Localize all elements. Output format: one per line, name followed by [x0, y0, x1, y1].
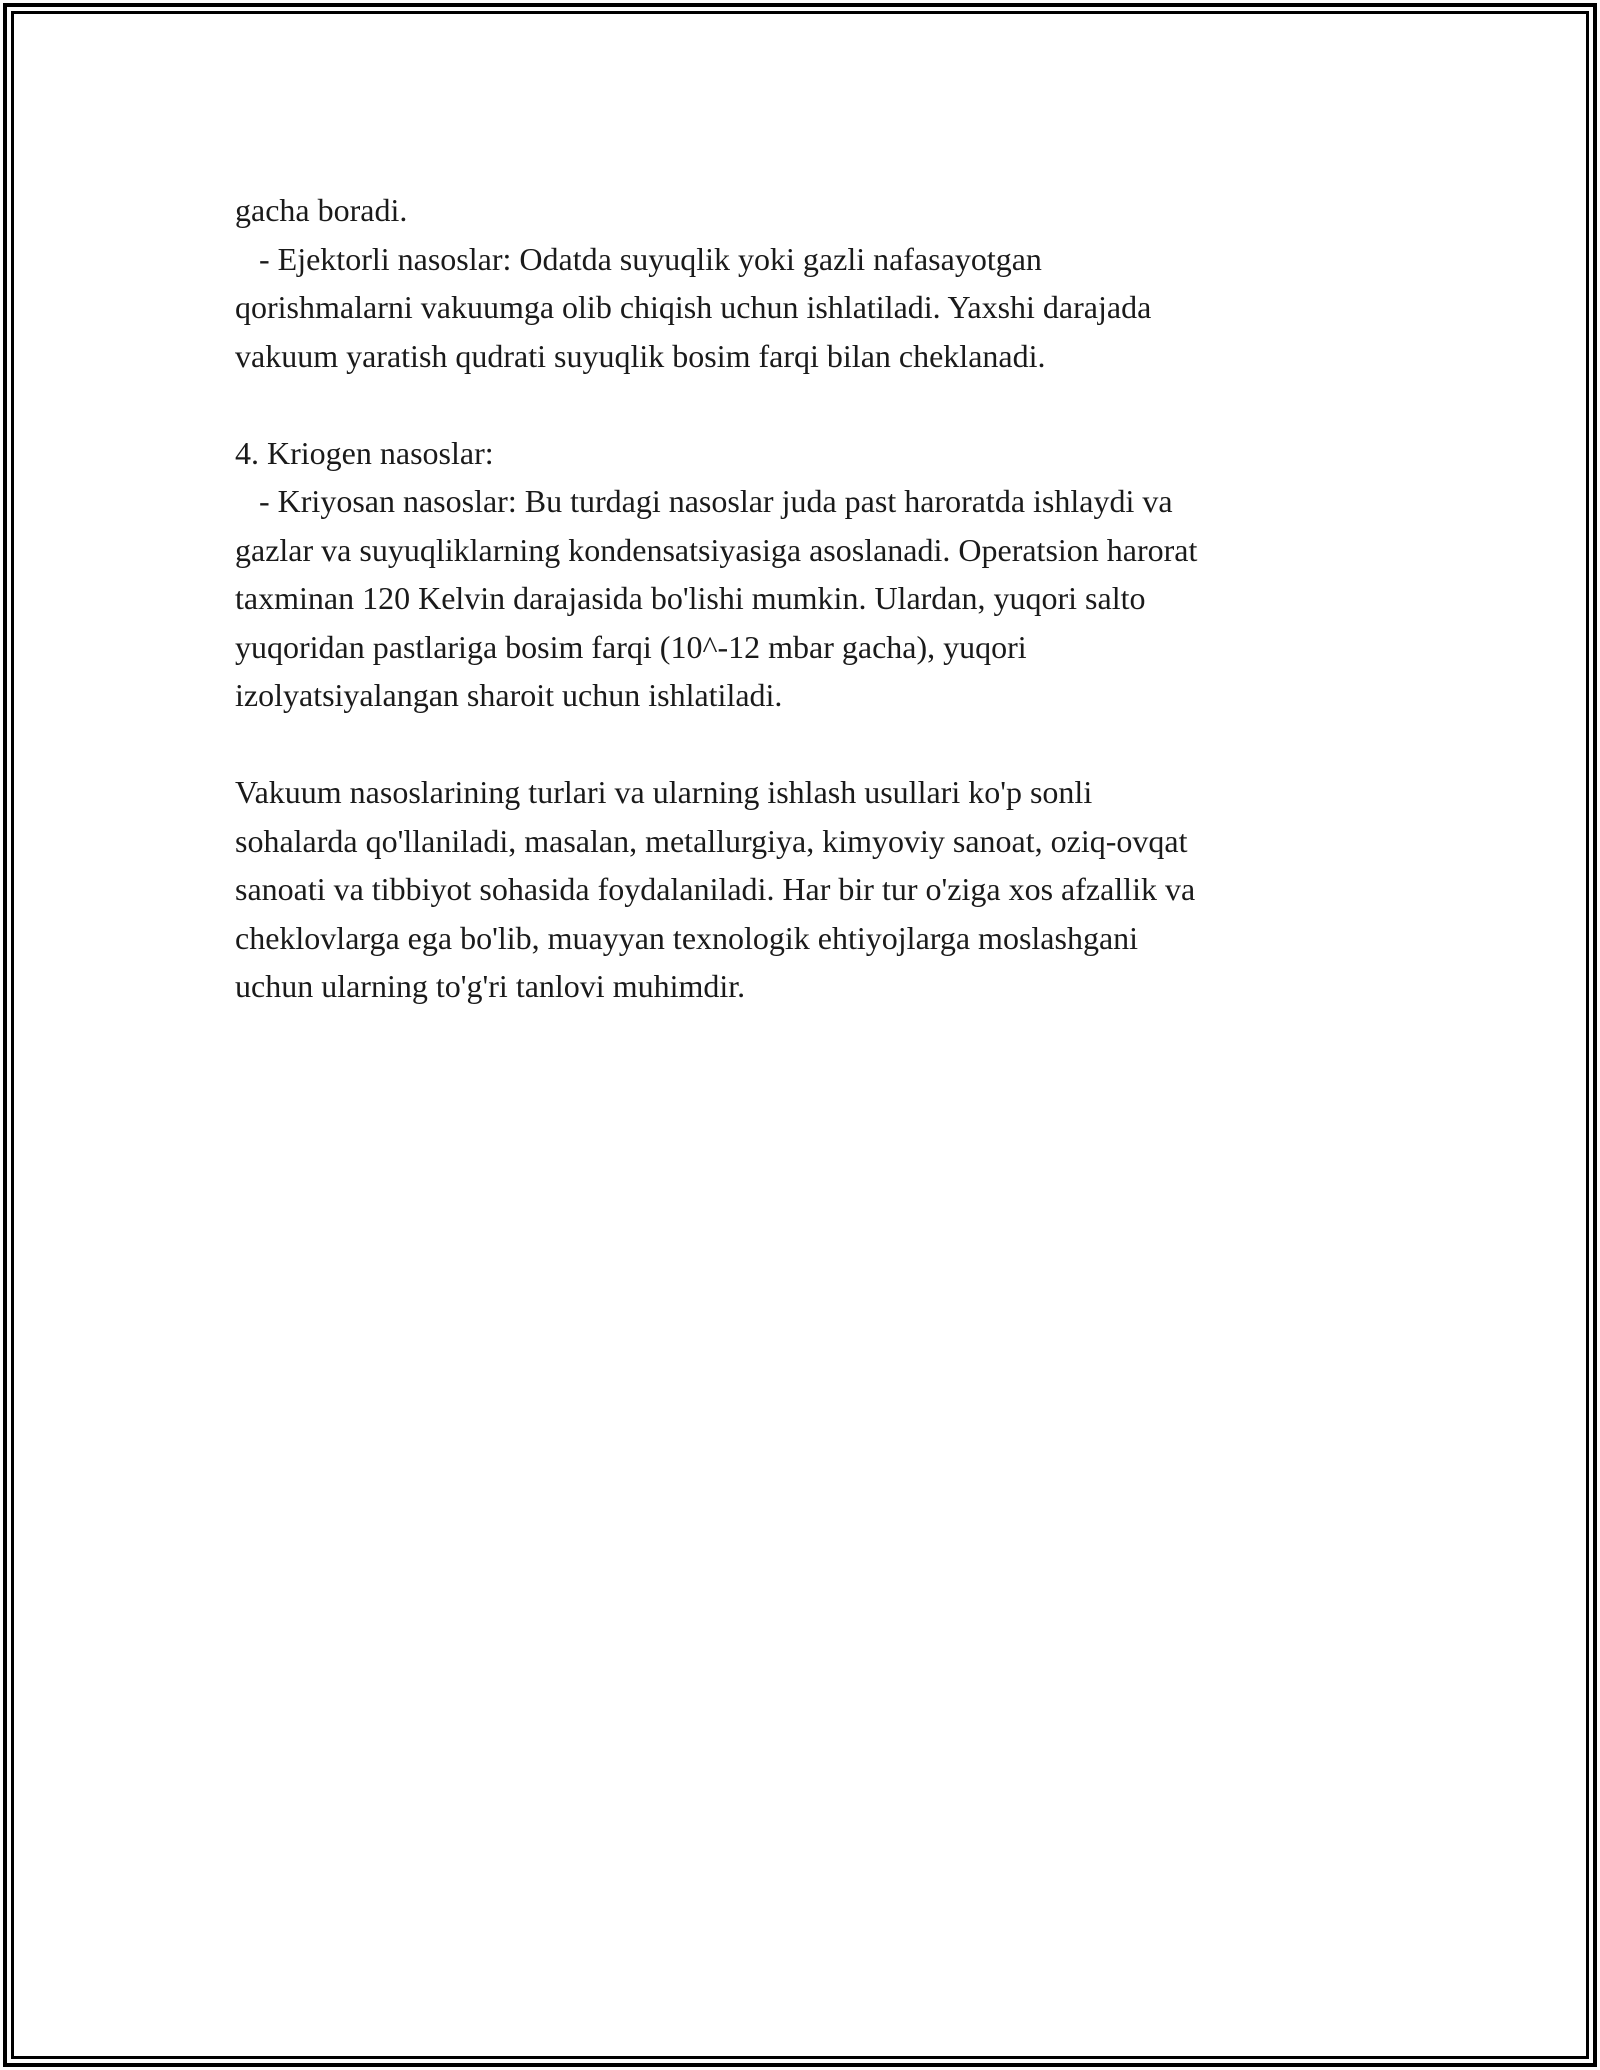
paragraph-spacer	[235, 720, 1365, 769]
document-body	[235, 186, 1365, 1011]
text-line: izolyatsiyalangan sharoit uchun ishlatiladi.	[235, 677, 783, 713]
text-line: yuqoridan pastlariga bosim farqi (10^-12 mbar gacha), yuqori	[235, 628, 1027, 665]
text-line: taxminan 120 Kelvin darajasida bo'lishi mumkin. Ulardan, yuqori salto	[235, 580, 1146, 616]
text-line: Vakuum nasoslarining turlari va ularning ishlash usullari ko'p sonli	[235, 774, 1093, 810]
paragraph-summary	[235, 768, 1365, 1011]
text-line: sanoati va tibbiyot sohasida foydalaniladi. Har bir tur o'ziga xos afzallik va	[235, 871, 1196, 907]
paragraph-ejector-pumps	[235, 186, 1365, 380]
text-line: gacha boradi.	[235, 192, 408, 228]
section-cryogenic-pumps	[235, 429, 1365, 720]
text-line: cheklovlarga ega bo'lib, muayyan texnologik ehtiyojlarga moslashgani	[235, 919, 1139, 956]
text-line: qorishmalarni vakuumga olib chiqish uchun ishlatiladi. Yaxshi darajada	[235, 289, 1152, 325]
paragraph-spacer	[235, 380, 1365, 429]
text-line: gazlar va suyuqliklarning kondensatsiyasiga asoslanadi. Operatsion harorat	[235, 531, 1198, 568]
text-line: - Ejektorli nasoslar: Odatda suyuqlik yoki gazli nafasayotgan	[235, 240, 1042, 277]
text-line: uchun ularning to'g'ri tanlovi muhimdir.	[235, 968, 746, 1004]
text-line: vakuum yaratish qudrati suyuqlik bosim farqi bilan cheklanadi.	[235, 337, 1046, 374]
text-line: sohalarda qo'llaniladi, masalan, metallurgiya, kimyoviy sanoat, oziq-ovqat	[235, 822, 1188, 859]
text-line: - Kriyosan nasoslar: Bu turdagi nasoslar juda past haroratda ishlaydi va	[235, 483, 1173, 519]
section-heading: 4. Kriogen nasoslar:	[235, 434, 494, 471]
